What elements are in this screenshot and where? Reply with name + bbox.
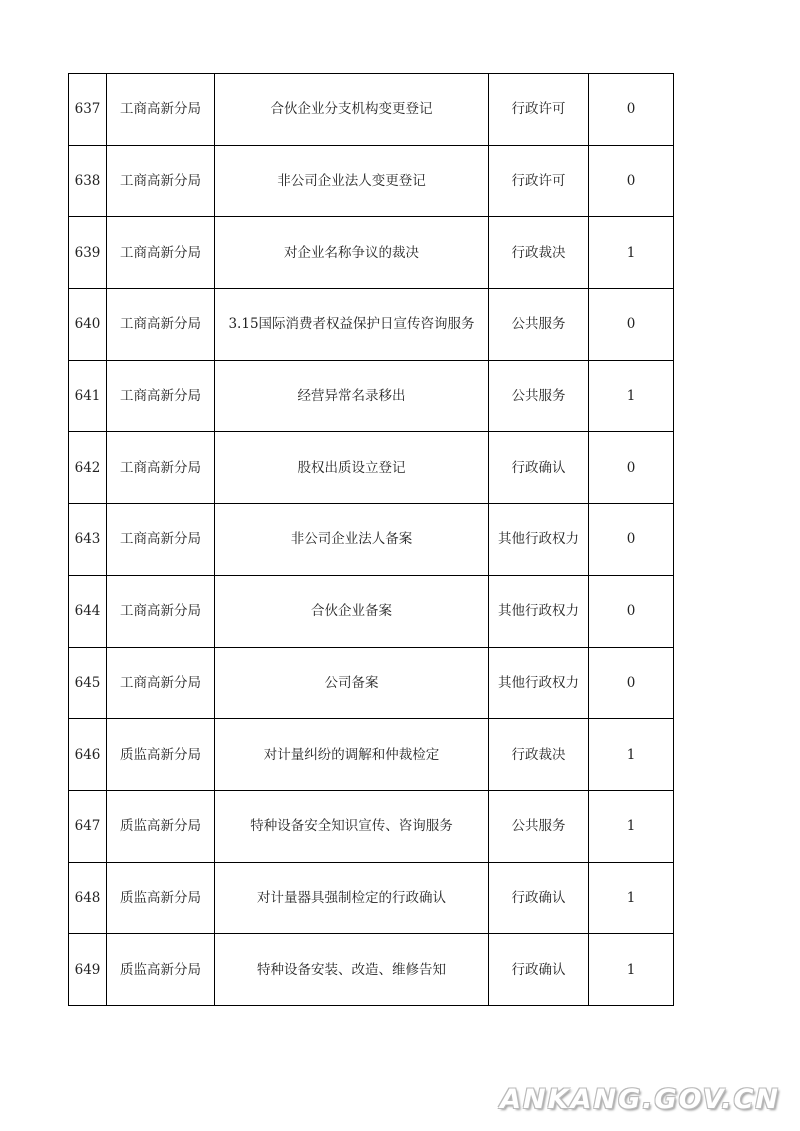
item-type-cell: 行政确认 <box>489 862 589 934</box>
item-type-cell: 行政许可 <box>489 145 589 217</box>
row-number: 641 <box>69 360 107 432</box>
item-type-cell: 行政确认 <box>489 432 589 504</box>
count-cell: 0 <box>589 289 674 361</box>
item-name-cell: 特种设备安装、改造、维修告知 <box>215 934 489 1006</box>
table-row <box>69 289 674 361</box>
item-name-cell: 对计量纠纷的调解和仲裁检定 <box>215 719 489 791</box>
item-name-cell: 对计量器具强制检定的行政确认 <box>215 862 489 934</box>
row-number: 649 <box>69 934 107 1006</box>
department-cell: 工商高新分局 <box>107 74 215 146</box>
table-row <box>69 217 674 289</box>
item-name-cell: 特种设备安全知识宣传、咨询服务 <box>215 790 489 862</box>
item-type-cell: 行政许可 <box>489 74 589 146</box>
department-cell: 工商高新分局 <box>107 145 215 217</box>
site-watermark: ANKANG.GOV.CN <box>500 1084 780 1115</box>
department-cell: 工商高新分局 <box>107 217 215 289</box>
item-type-cell: 行政裁决 <box>489 217 589 289</box>
department-cell: 工商高新分局 <box>107 432 215 504</box>
row-number: 643 <box>69 504 107 576</box>
table-row <box>69 719 674 791</box>
department-cell: 工商高新分局 <box>107 647 215 719</box>
table-row <box>69 504 674 576</box>
table-row <box>69 432 674 504</box>
row-number: 645 <box>69 647 107 719</box>
table-row <box>69 862 674 934</box>
count-cell: 1 <box>589 934 674 1006</box>
item-name-cell: 3.15国际消费者权益保护日宣传咨询服务 <box>215 289 489 361</box>
item-type-cell: 其他行政权力 <box>489 575 589 647</box>
item-name-cell: 非公司企业法人备案 <box>215 504 489 576</box>
table-row <box>69 575 674 647</box>
item-name-cell: 合伙企业备案 <box>215 575 489 647</box>
row-number: 637 <box>69 74 107 146</box>
count-cell: 0 <box>589 575 674 647</box>
department-cell: 质监高新分局 <box>107 934 215 1006</box>
count-cell: 1 <box>589 790 674 862</box>
row-number: 638 <box>69 145 107 217</box>
items-table <box>68 73 674 1006</box>
department-cell: 工商高新分局 <box>107 289 215 361</box>
item-type-cell: 公共服务 <box>489 790 589 862</box>
count-cell: 1 <box>589 217 674 289</box>
item-name-cell: 合伙企业分支机构变更登记 <box>215 74 489 146</box>
table-row <box>69 360 674 432</box>
department-cell: 工商高新分局 <box>107 504 215 576</box>
count-cell: 0 <box>589 432 674 504</box>
department-cell: 质监高新分局 <box>107 790 215 862</box>
item-type-cell: 公共服务 <box>489 289 589 361</box>
item-name-cell: 经营异常名录移出 <box>215 360 489 432</box>
table-row <box>69 647 674 719</box>
row-number: 647 <box>69 790 107 862</box>
row-number: 639 <box>69 217 107 289</box>
item-name-cell: 公司备案 <box>215 647 489 719</box>
count-cell: 1 <box>589 360 674 432</box>
department-cell: 工商高新分局 <box>107 360 215 432</box>
count-cell: 1 <box>589 719 674 791</box>
item-type-cell: 行政裁决 <box>489 719 589 791</box>
count-cell: 1 <box>589 862 674 934</box>
table-row <box>69 74 674 146</box>
row-number: 642 <box>69 432 107 504</box>
row-number: 646 <box>69 719 107 791</box>
department-cell: 工商高新分局 <box>107 575 215 647</box>
table-row <box>69 790 674 862</box>
row-number: 644 <box>69 575 107 647</box>
item-type-cell: 其他行政权力 <box>489 647 589 719</box>
count-cell: 0 <box>589 74 674 146</box>
department-cell: 质监高新分局 <box>107 719 215 791</box>
row-number: 648 <box>69 862 107 934</box>
department-cell: 质监高新分局 <box>107 862 215 934</box>
count-cell: 0 <box>589 504 674 576</box>
table-row <box>69 934 674 1006</box>
row-number: 640 <box>69 289 107 361</box>
item-name-cell: 股权出质设立登记 <box>215 432 489 504</box>
item-type-cell: 其他行政权力 <box>489 504 589 576</box>
count-cell: 0 <box>589 145 674 217</box>
item-type-cell: 行政确认 <box>489 934 589 1006</box>
item-name-cell: 非公司企业法人变更登记 <box>215 145 489 217</box>
table-row <box>69 145 674 217</box>
item-type-cell: 公共服务 <box>489 360 589 432</box>
item-name-cell: 对企业名称争议的裁决 <box>215 217 489 289</box>
count-cell: 0 <box>589 647 674 719</box>
